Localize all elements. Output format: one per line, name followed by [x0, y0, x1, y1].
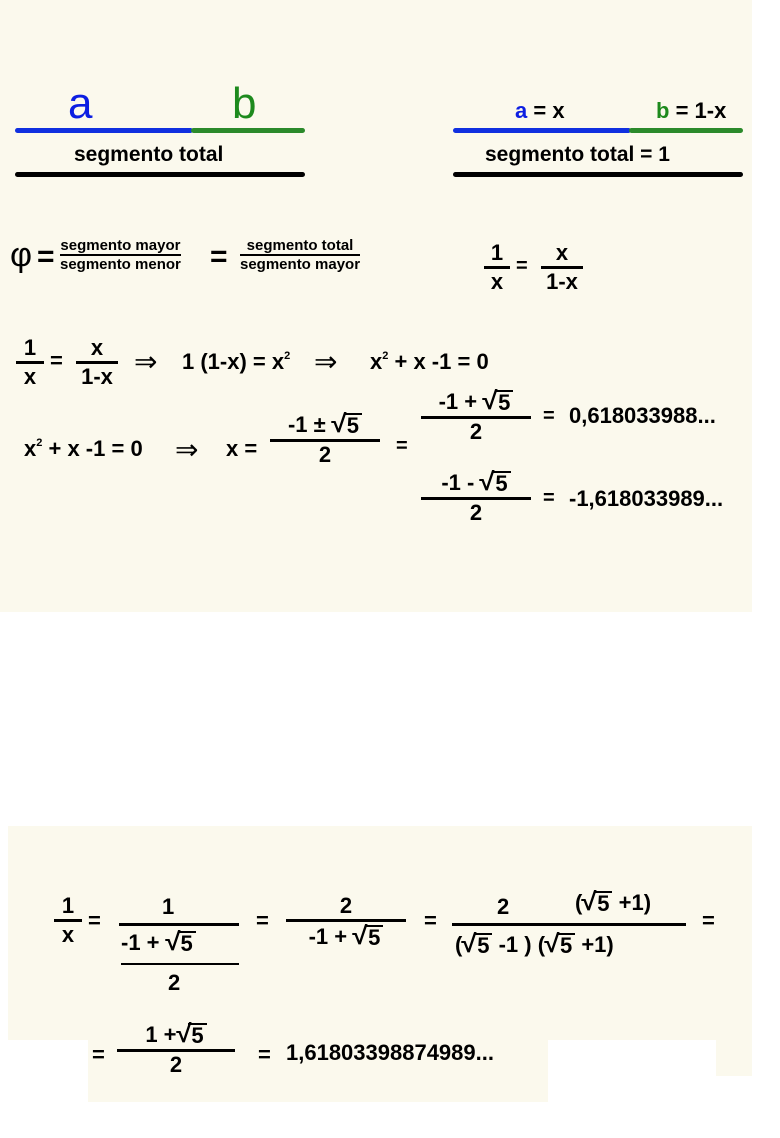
segment-total-bar: [15, 172, 305, 177]
row1-expr1: 1 $(1-x) = x^2$: [182, 349, 291, 374]
final-frac3-num-2: 2: [497, 894, 510, 919]
final-frac1-inner-den: 2: [168, 970, 181, 995]
phi-eq-2: =: [210, 240, 228, 273]
phi-eq-1: =: [37, 240, 55, 273]
final-frac3-num-factor: ( √ 5 +1): [575, 888, 652, 917]
segment-b-bar-2: [629, 128, 743, 133]
sqrt-symbol: √ 5: [166, 930, 196, 955]
row1-one-over-x: 1 x: [16, 337, 44, 388]
segment-total-bar-2: [453, 172, 743, 177]
final-frac1-num: 1: [162, 894, 175, 919]
fraction-total: segmento total: [246, 237, 354, 254]
sqrt-symbol: √ 5: [483, 389, 513, 414]
sqrt-symbol: √ 5: [353, 924, 383, 949]
implies-arrow-1: ⇒: [134, 346, 158, 377]
label-a-value: = x: [533, 98, 565, 123]
segment-a-bar-2: [453, 128, 631, 133]
row1-x-over-1mx: x 1-x: [76, 337, 118, 388]
segment-a-bar: [15, 128, 193, 133]
sqrt-symbol: √ 5: [462, 932, 492, 957]
final-one-over-x: 1 x: [54, 895, 82, 946]
final-frac1-inner-line: [121, 963, 239, 965]
final-frac1-inner-num: -1 + √ 5: [121, 930, 196, 955]
label-b-eq: [656, 100, 726, 122]
label-a2: a: [515, 98, 528, 123]
root-plus-value: 0,618033988...: [569, 403, 716, 428]
sqrt-symbol: √ 5: [480, 470, 510, 495]
root-minus-eq: =: [543, 487, 555, 509]
segment-total-label: segmento total: [74, 143, 224, 166]
row1-expr2: $x^2 + x$ -1 = 0: [370, 349, 489, 374]
final-frac3-den: ( √ 5 -1 ) ( √ 5 +1): [455, 930, 614, 959]
prop-eq: =: [516, 255, 528, 277]
fraction-minor: segmento menor: [60, 256, 181, 273]
final-eq-6: =: [258, 1042, 271, 1067]
final-eq-3: =: [424, 908, 437, 933]
segment-total-eq-label: segmento total = 1: [485, 143, 670, 166]
row2-equation: $x^2 + x$ -1 = 0: [24, 436, 143, 461]
sqrt-symbol: √ 5: [332, 412, 362, 437]
sqrt-symbol: √ 5: [177, 1022, 207, 1047]
final-eq-5: =: [92, 1042, 105, 1067]
bottom-panel-right: [716, 1040, 752, 1076]
final-frac2: 2 -1 + √ 5: [286, 895, 406, 949]
root-minus: -1 - √ 5 2: [421, 470, 531, 524]
row2-x-eq: x =: [226, 436, 258, 461]
quadratic-formula: -1 ± √ 5 2: [270, 412, 380, 466]
root-plus: -1 + √ 5 2: [421, 389, 531, 443]
fraction-total-major: [240, 238, 360, 272]
final-eq-2: =: [256, 908, 269, 933]
sqrt-symbol: √ 5: [582, 890, 612, 915]
final-frac1-line: [119, 923, 239, 926]
fraction-major-minor: [60, 238, 181, 272]
final-frac3-line: [452, 923, 686, 926]
label-b2: b: [656, 98, 670, 123]
segment-b-bar: [191, 128, 305, 133]
golden-ratio-value: 1,61803398874989...: [286, 1040, 494, 1065]
row1-eq: =: [50, 348, 63, 373]
root-minus-value: -1,618033989...: [569, 486, 724, 511]
final-eq-4: =: [702, 908, 715, 933]
row2-eq: =: [396, 435, 408, 457]
phi-symbol: φ: [10, 236, 33, 274]
prop-x-over-1mx: x 1-x: [541, 242, 583, 293]
fraction-major-2: segmento mayor: [240, 256, 361, 273]
final-eq-1: =: [88, 908, 101, 933]
root-plus-eq: =: [543, 405, 555, 427]
label-a: a: [68, 79, 93, 128]
implies-arrow-2: ⇒: [314, 346, 338, 377]
label-b: b: [232, 79, 257, 128]
label-b-value: = 1-x: [675, 98, 727, 123]
fraction-major: segmento mayor: [60, 237, 181, 254]
label-a-eq: [515, 100, 565, 122]
implies-arrow-3: ⇒: [175, 434, 199, 465]
final-golden-fraction: 1 + √ 5 2: [117, 1022, 235, 1076]
prop-one-over-x: 1 x: [484, 242, 510, 293]
sqrt-symbol: √ 5: [545, 932, 575, 957]
